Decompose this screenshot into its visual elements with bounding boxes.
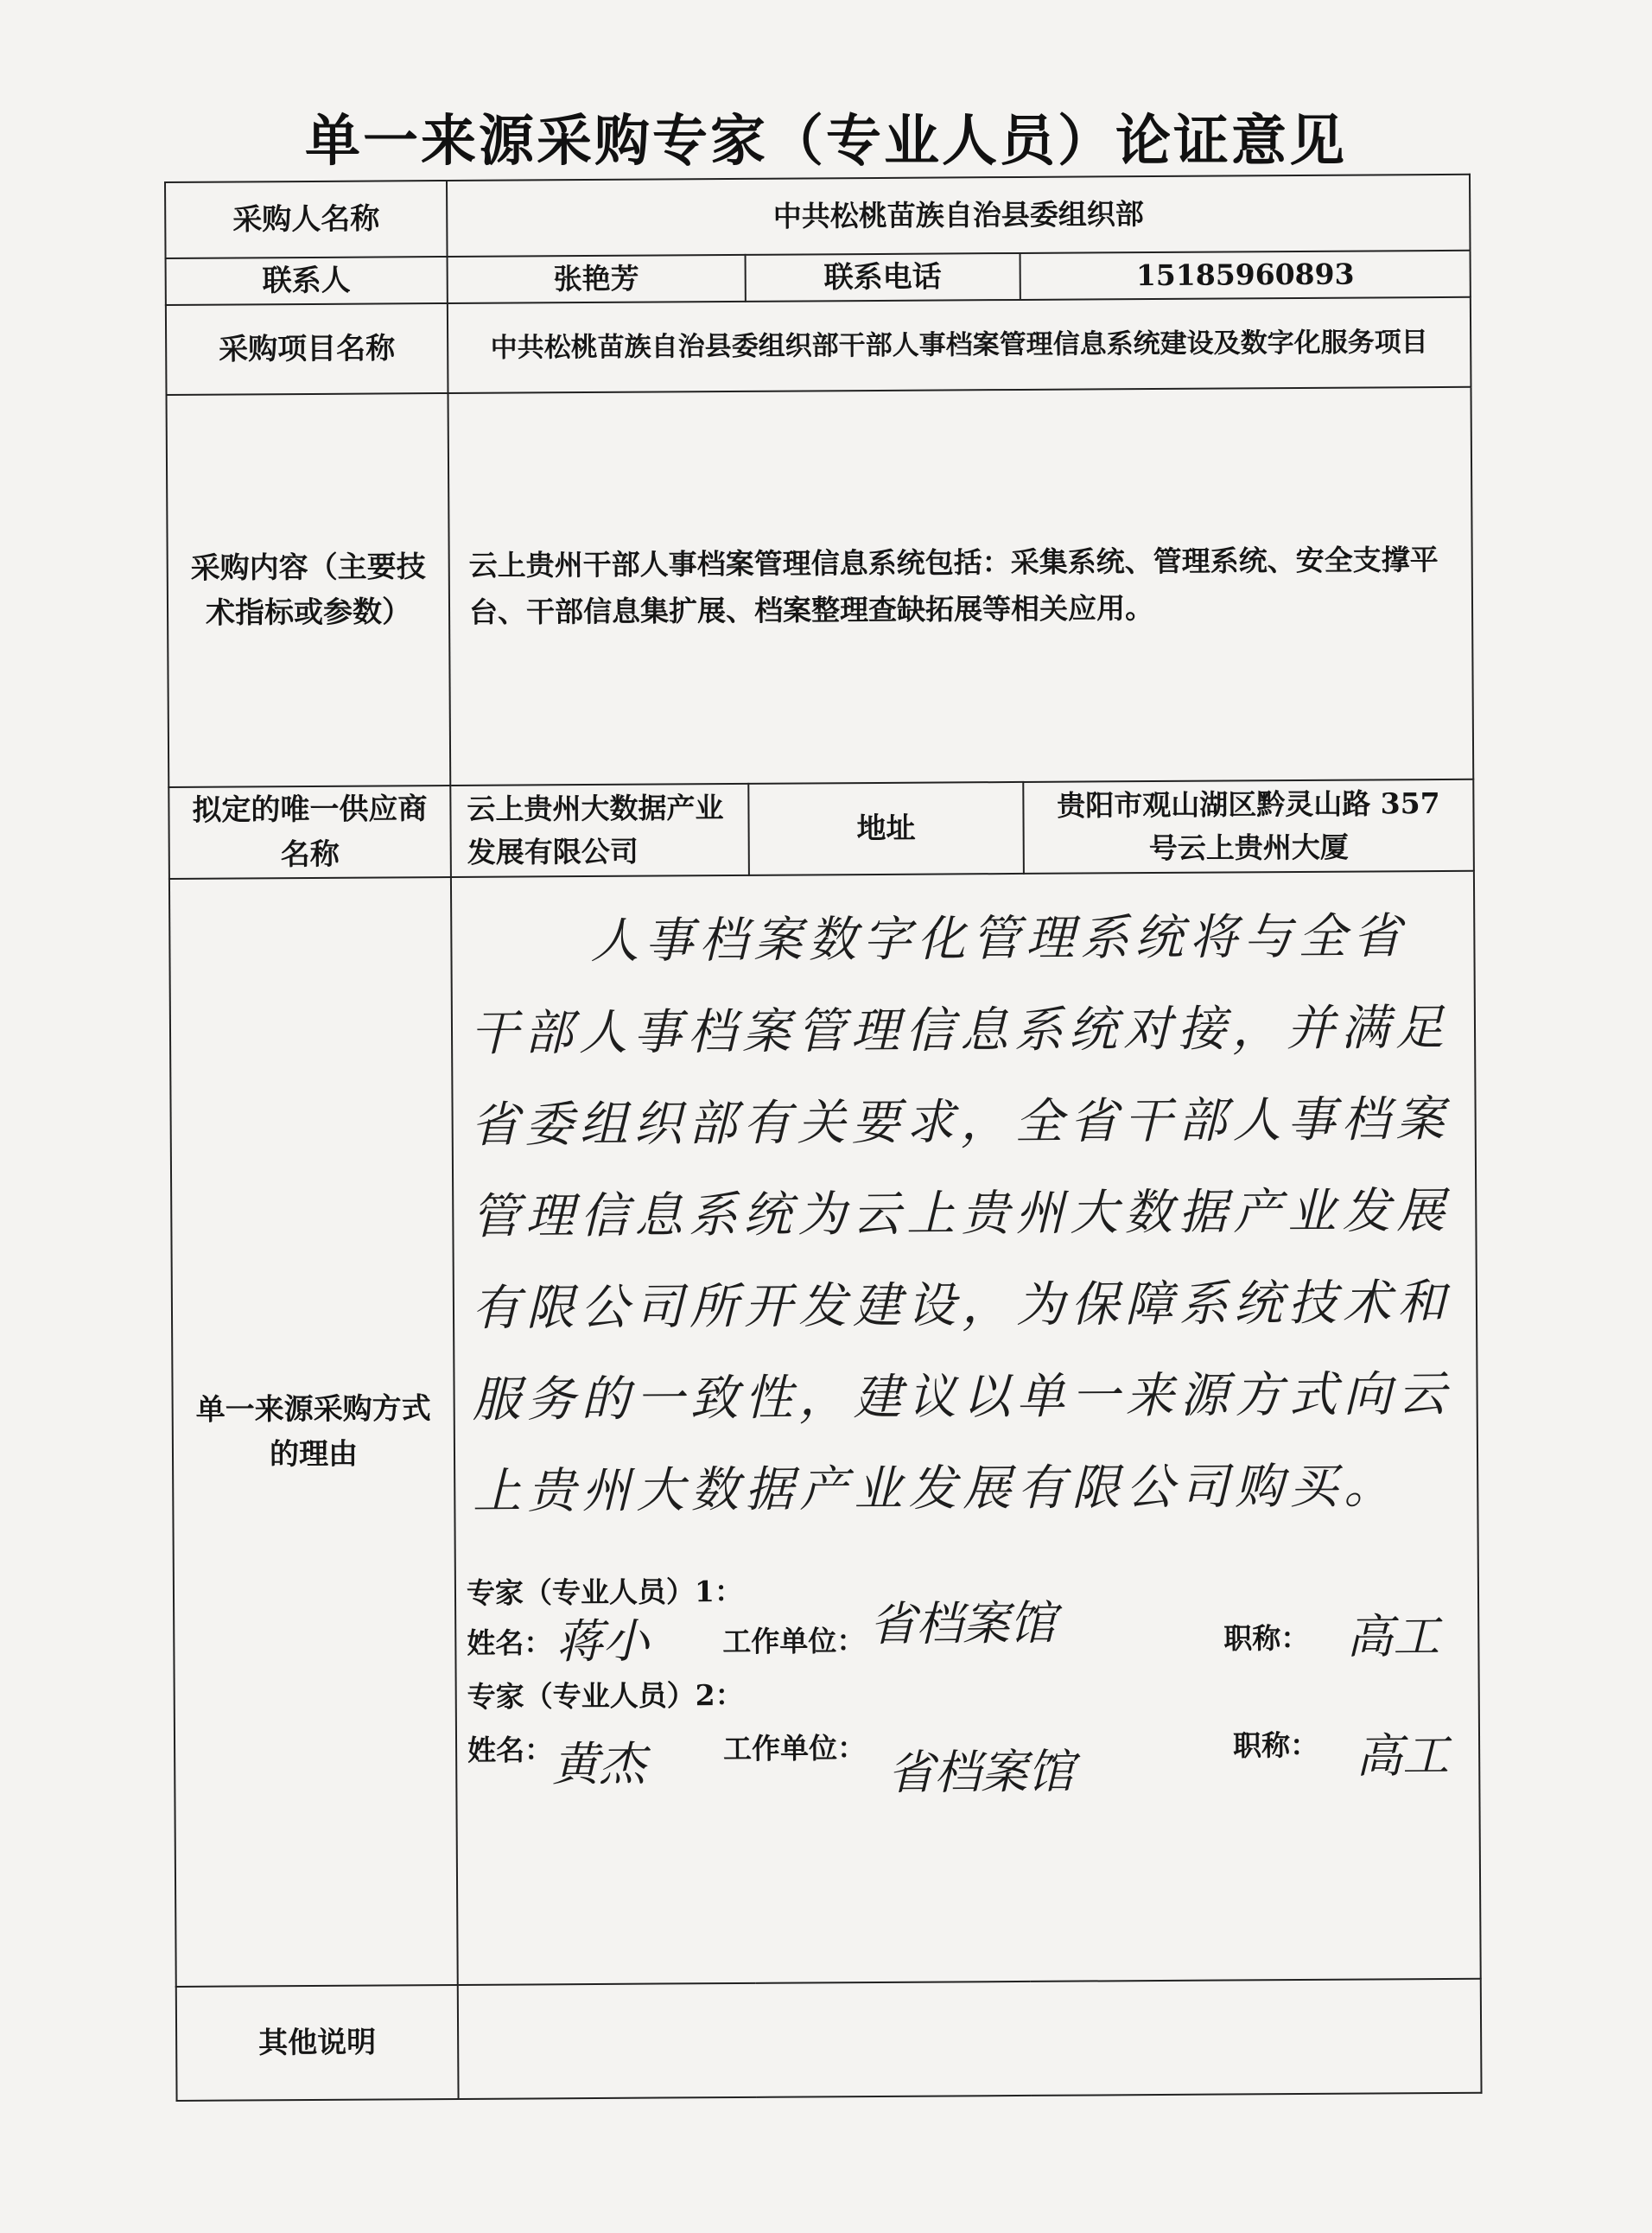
supplier-label: 拟定的唯一供应商名称 bbox=[168, 786, 451, 879]
contact-label: 联系人 bbox=[166, 257, 448, 305]
expert1-unit-label: 工作单位： bbox=[722, 1624, 866, 1659]
row-supplier bbox=[168, 779, 1474, 879]
purchaser-value: 中共松桃苗族自治县委组织部 bbox=[447, 175, 1471, 257]
reason-cell bbox=[451, 871, 1481, 1985]
other-value bbox=[458, 1979, 1482, 2099]
supplier-value: 云上贵州大数据产业发展有限公司 bbox=[450, 784, 749, 877]
row-other bbox=[176, 1979, 1482, 2101]
evaluation-form bbox=[164, 174, 1481, 2102]
row-project bbox=[166, 297, 1471, 395]
handwritten-reason: 人事档案数字化管理系统将与全省干部人事档案管理信息系统对接，并满足省委组织部有关要求，全省干部人事档案管理信息系统为云上贵州大数据产业发展有限公司所开发建设，为保障系统技术和服务的一致性，建议以单一来源方式向云上贵州大数据产业发展有限公司购买。 bbox=[469, 908, 1452, 1520]
other-label: 其他说明 bbox=[176, 1985, 459, 2101]
expert1-label: 专家（专业人员）1： bbox=[466, 1574, 744, 1610]
content-value: 云上贵州干部人事档案管理信息系统包括：采集系统、管理系统、安全支撑平台、干部信息集扩展、档案整理查缺拓展等相关应用。 bbox=[448, 387, 1474, 786]
experts-block bbox=[456, 1565, 1479, 1822]
content-label: 采购内容（主要技术指标或参数） bbox=[167, 393, 451, 787]
expert1-rank-label: 职称： bbox=[1223, 1620, 1310, 1656]
expert2-label: 专家（专业人员）2： bbox=[467, 1677, 744, 1714]
expert2-name-signature: 黄杰 bbox=[552, 1736, 646, 1792]
address-value: 贵阳市观山湖区黔灵山路 357 号云上贵州大厦 bbox=[1023, 779, 1474, 874]
address-label: 地址 bbox=[748, 782, 1024, 875]
project-label: 采购项目名称 bbox=[166, 303, 448, 395]
row-content bbox=[167, 387, 1474, 787]
expert2-unit-signature: 省档案馆 bbox=[887, 1744, 1075, 1800]
expert1-rank-signature: 高工 bbox=[1346, 1609, 1440, 1664]
row-purchaser bbox=[165, 175, 1471, 258]
purchaser-label: 采购人名称 bbox=[165, 181, 448, 258]
row-contact bbox=[166, 251, 1471, 305]
expert2-rank-label: 职称： bbox=[1232, 1727, 1319, 1763]
form-table bbox=[164, 174, 1483, 2102]
row-reason bbox=[169, 871, 1481, 1987]
reason-label: 单一来源采购方式的理由 bbox=[169, 877, 458, 1987]
page-title: 单一来源采购专家（专业人员）论证意见 bbox=[305, 109, 1347, 174]
phone-value: 15185960893 bbox=[1020, 251, 1471, 300]
project-value: 中共松桃苗族自治县委组织部干部人事档案管理信息系统建设及数字化服务项目 bbox=[448, 297, 1471, 393]
expert2-unit-label: 工作单位： bbox=[722, 1731, 867, 1766]
contact-value: 张艳芳 bbox=[448, 255, 746, 303]
expert1-unit-signature: 省档案馆 bbox=[869, 1595, 1057, 1652]
expert2-name-label: 姓名： bbox=[467, 1733, 554, 1767]
expert1-name-label: 姓名： bbox=[467, 1625, 553, 1660]
phone-label: 联系电话 bbox=[746, 253, 1020, 302]
expert2-rank-signature: 高工 bbox=[1355, 1727, 1450, 1784]
expert1-name-signature: 蒋小 bbox=[556, 1613, 650, 1670]
